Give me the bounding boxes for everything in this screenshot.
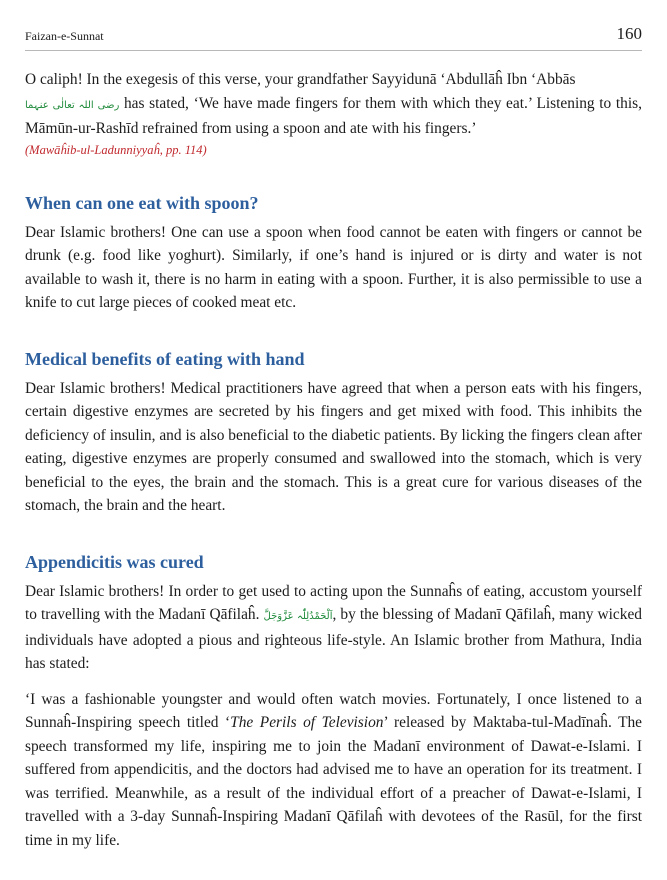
page-content xyxy=(25,68,642,852)
paragraph-medical-benefits: Dear Islamic brothers! Medical practitioners have agreed that when a person eats with his fingers, certain digestive enzymes are secreted by his fingers and get mixed with food. This inhibits the deficiency of insulin, and is also beneficial to the diabetic patients. By licking the fingers clean after eating, digestive enzymes are properly consumed and swallowed into the stomach, which is very beneficial to the eyes, the brain and the stomach. This is a great cure for various diseases of the stomach, the brain and the heart. xyxy=(25,379,642,514)
intro-text-part1: O caliph! In the exegesis of this verse, your grandfather Sayyidunā ‘Abdullāĥ Ibn ‘Abbās xyxy=(25,71,576,88)
paragraph-appendicitis xyxy=(25,580,642,676)
testimony-quote xyxy=(25,688,642,853)
page-number: 160 xyxy=(616,24,642,43)
citation: (Mawāĥib-ul-Ladunniyyaĥ, pp. 114) xyxy=(25,142,207,157)
quote-text-part1: ‘I was a fashionable youngster and would often watch movies. Fortunately, I once listened to a Sunnaĥ-Inspiring speech titled ‘ xyxy=(25,690,642,731)
arabic-phrase: اَلْحَمْدُلِلّٰہ عَزَّوَجَلَّ xyxy=(263,611,333,622)
running-title: Faizan-e-Sunnat xyxy=(25,29,104,43)
speech-title: The Perils of Television xyxy=(230,714,384,731)
appendicitis-text-part2: , by the blessing of Madanī Qāfilaĥ, many wicked individuals have adopted a pious and righteous life-style. An Islamic brother from Mathura, India has stated: xyxy=(25,606,642,672)
appendicitis-text-part1: Dear Islamic brothers! In order to get used to acting upon the Sunnaĥs of eating, accustom yourself to travelling with the Madanī Qāfilaĥ. xyxy=(25,582,642,623)
page-header xyxy=(25,20,642,51)
heading-spoon: When can one eat with spoon? xyxy=(25,192,259,213)
intro-text-part2: has stated, ‘We have made fingers for them with which they eat.’ Listening to this, Māmūn-ur-Rashīd refrained from using a spoon and ate with his fingers.’ xyxy=(25,94,642,137)
quote-text-part2: ’ released by Maktaba-tul-Madīnaĥ. The speech transformed my life, inspiring me to join the Madanī environment of Dawat-e-Islami. I suffered from appendicitis, and the doctors had advised me to have an operation for its treatment. I was terrified. Meanwhile, as a result of the individual effort of a preacher of Dawat-e-Islami, I travelled with a 3-day Sunnaĥ-Inspiring Madanī Qāfilaĥ with devotees of the Rasūl, for the first time in my life. xyxy=(25,714,642,849)
heading-medical-benefits: Medical benefits of eating with hand xyxy=(25,348,305,369)
arabic-honorific: رضی اللہ تعالٰی عنہما xyxy=(25,99,120,111)
intro-paragraph xyxy=(25,68,642,159)
heading-appendicitis: Appendicitis was cured xyxy=(25,551,204,572)
paragraph-spoon: Dear Islamic brothers! One can use a spoon when food cannot be eaten with fingers or cannot be drunk (e.g. food like yoghurt). Similarly, if one’s hand is injured or is dirty and water is not available to wash it, there is no harm in eating with a spoon. Further, it is also permissible to use a knife to cut large pieces of cooked meat etc. xyxy=(25,223,642,311)
